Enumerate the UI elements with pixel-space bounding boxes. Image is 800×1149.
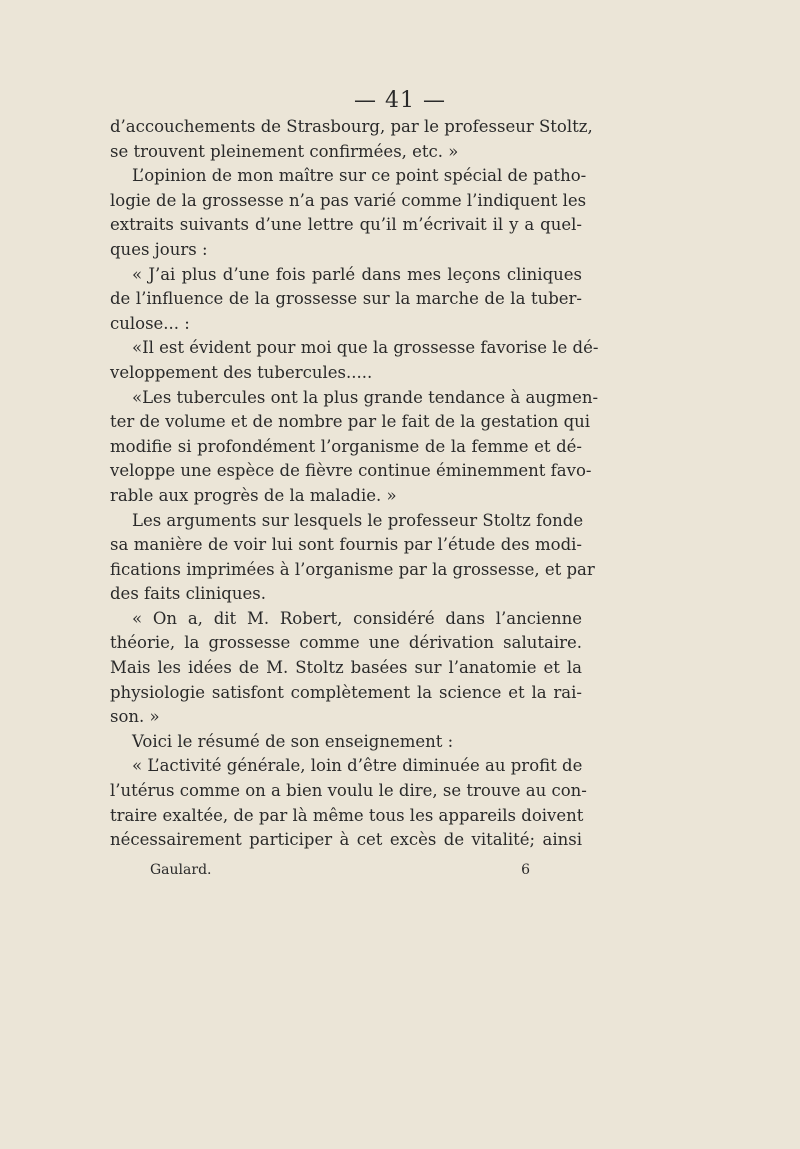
- footer-signature: Gaulard.: [150, 862, 212, 878]
- text-line: Les arguments sur lesquels le professeur Stoltz fonde: [132, 510, 584, 530]
- text-line: théorie, la grossesse comme une dérivation salutaire.: [110, 633, 582, 653]
- text-line: d’accouchements de Strasbourg, par le professeur Stoltz,: [110, 117, 593, 136]
- text-line: «Il est évident pour moi que la grossesse favorise le dé-: [132, 338, 599, 358]
- text-line: sa manière de voir lui sont fournis par l’étude des modi-: [110, 535, 582, 555]
- text-line: culose... :: [110, 313, 190, 333]
- page-footer: [150, 862, 530, 878]
- text-line: logie de la grossesse n’a pas varié comme l’indiquent les: [110, 190, 587, 210]
- sheet-number: 6: [521, 862, 530, 878]
- text-line: « On a, dit M. Robert, considéré dans l’ancienne: [132, 608, 582, 628]
- text-line: Voici le résumé de son enseignement :: [132, 731, 454, 751]
- text-line: se trouvent pleinement confirmées, etc. »: [110, 141, 459, 161]
- text-line: physiologie satisfont complètement la science et la rai-: [110, 682, 582, 702]
- text-line: rable aux progrès de la maladie. »: [110, 485, 397, 505]
- text-line: ques jours :: [110, 239, 208, 259]
- text-line: Mais les idées de M. Stoltz basées sur l’anatomie et la: [110, 658, 582, 678]
- text-line: L’opinion de mon maître sur ce point spécial de patho-: [132, 166, 587, 186]
- page-number: — 41 —: [354, 88, 446, 113]
- text-line: de l’influence de la grossesse sur la marche de la tuber-: [110, 289, 582, 309]
- text-line: des faits cliniques.: [110, 584, 266, 604]
- text-line: l’utérus comme on a bien voulu le dire, se trouve au con-: [110, 781, 587, 801]
- text-line: modifie si profondément l’organisme de la femme et dé-: [110, 436, 582, 456]
- body-text: [110, 115, 599, 853]
- text-line: son. »: [110, 707, 160, 727]
- text-line: veloppement des tubercules.....: [110, 362, 373, 382]
- text-line: fications imprimées à l’organisme par la grossesse, et par: [110, 559, 595, 579]
- text-line: « J’ai plus d’une fois parlé dans mes leçons cliniques: [132, 264, 582, 284]
- text-line: veloppe une espèce de fièvre continue éminemment favo-: [110, 461, 592, 481]
- text-line: extraits suivants d’une lettre qu’il m’écrivait il y a quel-: [110, 215, 582, 235]
- text-line: ter de volume et de nombre par le fait de la gestation qui: [110, 412, 591, 432]
- text-line: « L’activité générale, loin d’être diminuée au profit de: [132, 756, 583, 776]
- text-line: traire exaltée, de par là même tous les appareils doivent: [110, 805, 584, 825]
- text-line: «Les tubercules ont la plus grande tendance à augmen-: [132, 387, 599, 407]
- text-line: nécessairement participer à cet excès de vitalité; ainsi: [110, 830, 582, 850]
